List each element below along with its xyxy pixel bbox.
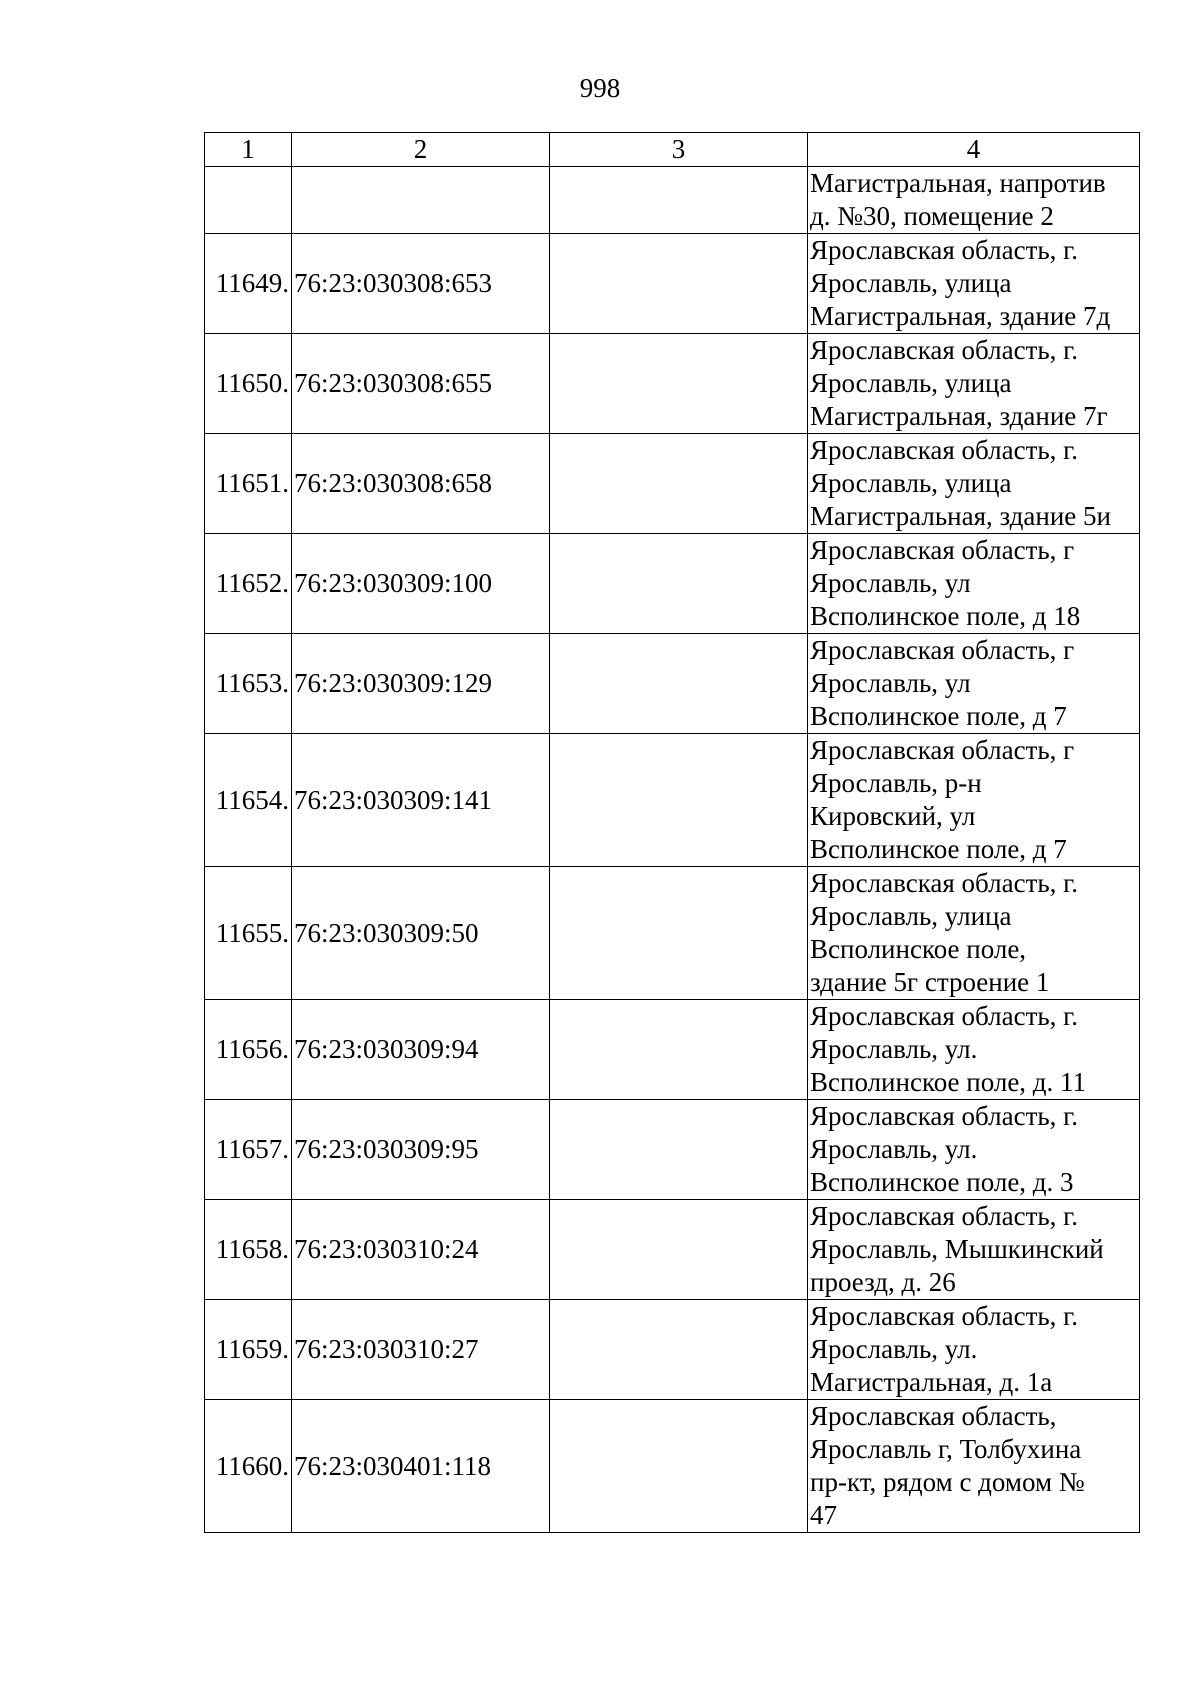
column-3-cell (550, 1200, 808, 1300)
table-row (205, 334, 1140, 434)
cadastral-number: 76:23:030309:50 (292, 867, 550, 1000)
address-line: Всполинское поле, д 7 (810, 701, 1067, 731)
address-cell (808, 234, 1140, 334)
table-row (205, 1300, 1140, 1400)
address-cell (808, 1200, 1140, 1300)
address-line: Всполинское поле, д 7 (810, 834, 1067, 864)
row-number: 11649. (205, 234, 292, 334)
address-line: Ярославль, ул (810, 668, 971, 698)
column-3-cell (550, 334, 808, 434)
column-3-cell (550, 1400, 808, 1533)
address-line: Ярославская область, г. (810, 1201, 1078, 1231)
address-cell (808, 1300, 1140, 1400)
address-line: пр-кт, рядом с домом № (810, 1467, 1085, 1497)
cadastral-number: 76:23:030310:27 (292, 1300, 550, 1400)
table-row (205, 234, 1140, 334)
cadastral-number (292, 167, 550, 234)
address-line: Ярославль, ул. (810, 1334, 978, 1364)
cadastral-number: 76:23:030309:95 (292, 1100, 550, 1200)
address-line: Ярославль г, Толбухина (810, 1434, 1082, 1464)
address-line: Ярославская область, (810, 1401, 1057, 1431)
cadastral-number: 76:23:030309:141 (292, 734, 550, 867)
address-line: Ярославская область, г (810, 735, 1075, 765)
table-row (205, 1200, 1140, 1300)
address-line: Ярославская область, г. (810, 1101, 1078, 1131)
column-header-1: 1 (205, 133, 292, 167)
cadastral-number: 76:23:030308:653 (292, 234, 550, 334)
address-line: Всполинское поле, д. 11 (810, 1067, 1087, 1097)
register-table (204, 132, 1140, 1533)
address-line: Ярославль, улица (810, 901, 1012, 931)
row-number: 11655. (205, 867, 292, 1000)
address-line: Всполинское поле, д 18 (810, 601, 1081, 631)
cadastral-number: 76:23:030308:655 (292, 334, 550, 434)
address-cell (808, 1000, 1140, 1100)
row-number (205, 167, 292, 234)
table-row (205, 434, 1140, 534)
address-cell (808, 1400, 1140, 1533)
address-line: Ярославская область, г. (810, 335, 1078, 365)
table-header (205, 133, 1140, 167)
table-row (205, 1100, 1140, 1200)
column-header-3: 3 (550, 133, 808, 167)
row-number: 11657. (205, 1100, 292, 1200)
table-row (205, 1400, 1140, 1533)
column-3-cell (550, 1300, 808, 1400)
address-line: Кировский, ул (810, 801, 976, 831)
table-body (205, 167, 1140, 1533)
row-number: 11660. (205, 1400, 292, 1533)
table-row (205, 167, 1140, 234)
address-cell (808, 434, 1140, 534)
address-line: Всполинское поле, д. 3 (810, 1167, 1074, 1197)
address-line: Ярославль, ул. (810, 1134, 978, 1164)
address-line: здание 5г строение 1 (810, 967, 1050, 997)
table-row (205, 534, 1140, 634)
cadastral-number: 76:23:030309:100 (292, 534, 550, 634)
cadastral-number: 76:23:030401:118 (292, 1400, 550, 1533)
address-line: Ярославль, ул. (810, 1034, 978, 1064)
address-line: Магистральная, здание 7д (810, 301, 1111, 331)
address-line: Ярославская область, г. (810, 1301, 1078, 1331)
row-number: 11659. (205, 1300, 292, 1400)
address-line: д. №30, помещение 2 (810, 201, 1054, 231)
page-number: 998 (579, 73, 621, 103)
address-line: Ярославль, ул (810, 568, 971, 598)
column-3-cell (550, 434, 808, 534)
row-number: 11658. (205, 1200, 292, 1300)
column-3-cell (550, 867, 808, 1000)
header-row (205, 133, 1140, 167)
address-line: Магистральная, здание 7г (810, 401, 1108, 431)
row-number: 11651. (205, 434, 292, 534)
address-cell (808, 167, 1140, 234)
row-number: 11652. (205, 534, 292, 634)
address-line: Ярославль, Мышкинский (810, 1234, 1104, 1264)
column-3-cell (550, 534, 808, 634)
cadastral-number: 76:23:030309:94 (292, 1000, 550, 1100)
address-cell (808, 634, 1140, 734)
address-line: Магистральная, напротив (810, 168, 1106, 198)
address-line: Ярославская область, г. (810, 868, 1078, 898)
address-line: Ярославская область, г. (810, 1001, 1078, 1031)
cadastral-number: 76:23:030308:658 (292, 434, 550, 534)
row-number: 11654. (205, 734, 292, 867)
column-3-cell (550, 1100, 808, 1200)
address-cell (808, 867, 1140, 1000)
address-line: Ярославль, улица (810, 468, 1012, 498)
address-line: Ярославль, р-н (810, 768, 982, 798)
table-row (205, 1000, 1140, 1100)
row-number: 11653. (205, 634, 292, 734)
row-number: 11650. (205, 334, 292, 434)
address-cell (808, 334, 1140, 434)
address-line: 47 (810, 1500, 837, 1530)
column-header-2: 2 (292, 133, 550, 167)
address-line: Магистральная, д. 1а (810, 1367, 1053, 1397)
address-line: Ярославская область, г. (810, 435, 1078, 465)
column-3-cell (550, 167, 808, 234)
row-number: 11656. (205, 1000, 292, 1100)
address-cell (808, 534, 1140, 634)
address-line: Ярославская область, г. (810, 235, 1078, 265)
address-line: проезд, д. 26 (810, 1267, 956, 1297)
table-row (205, 734, 1140, 867)
address-line: Ярославская область, г (810, 535, 1075, 565)
cadastral-number: 76:23:030310:24 (292, 1200, 550, 1300)
column-3-cell (550, 634, 808, 734)
address-cell (808, 734, 1140, 867)
address-line: Ярославская область, г (810, 635, 1075, 665)
column-3-cell (550, 234, 808, 334)
address-cell (808, 1100, 1140, 1200)
column-3-cell (550, 1000, 808, 1100)
address-line: Магистральная, здание 5и (810, 501, 1111, 531)
table-row (205, 634, 1140, 734)
address-line: Всполинское поле, (810, 934, 1027, 964)
cadastral-number: 76:23:030309:129 (292, 634, 550, 734)
address-line: Ярославль, улица (810, 368, 1012, 398)
address-line: Ярославль, улица (810, 268, 1012, 298)
table-row (205, 867, 1140, 1000)
column-header-4: 4 (808, 133, 1140, 167)
column-3-cell (550, 734, 808, 867)
